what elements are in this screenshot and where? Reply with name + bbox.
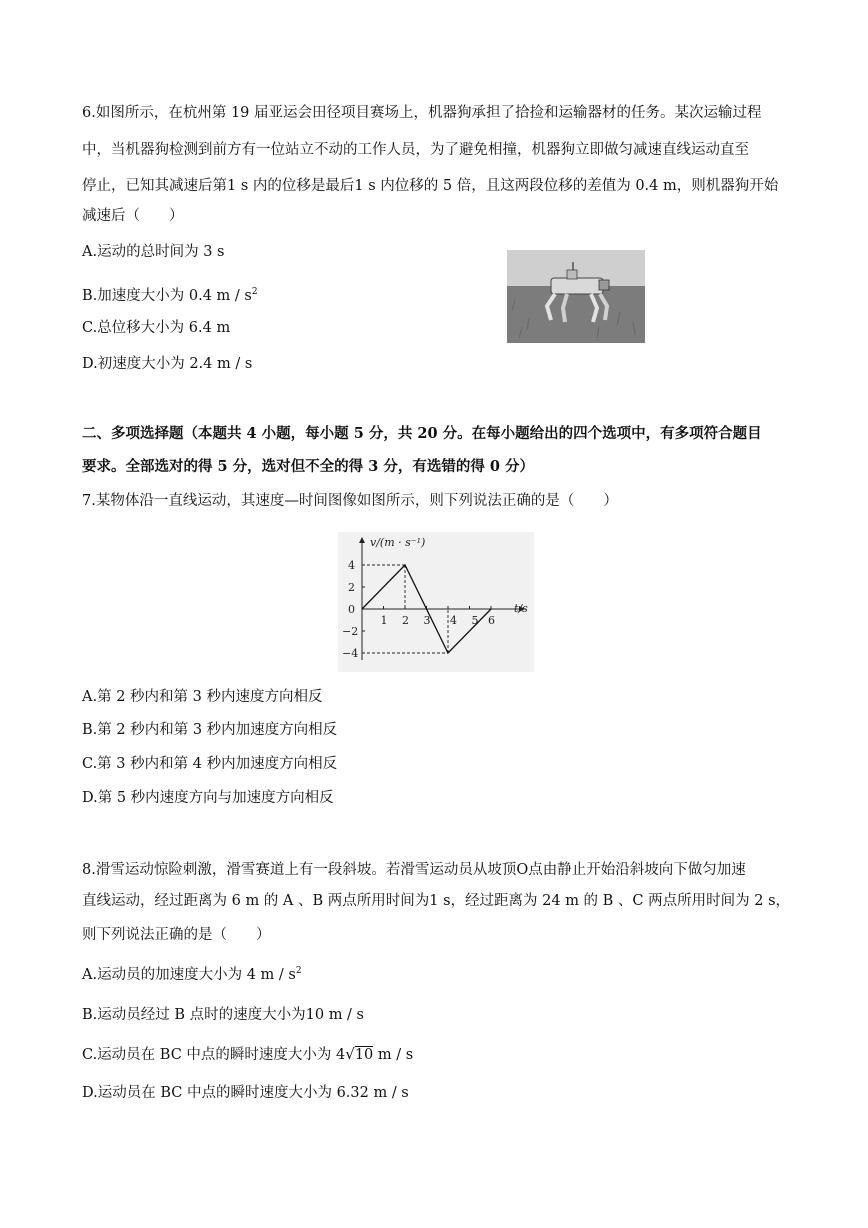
y-tick-label: −4 xyxy=(342,647,359,660)
y-tick-label: 4 xyxy=(348,559,355,572)
q8-option-b: B.运动员经过 B 点时的速度大小为10 m / s xyxy=(82,1007,364,1023)
q6-option-c: C.总位移大小为 6.4 m xyxy=(82,320,231,336)
q8-option-a: A.运动员的加速度大小为 4 m / $s^2$ xyxy=(82,966,302,983)
q7-option-a: A.第 2 秒内和第 3 秒内速度方向相反 xyxy=(82,689,323,705)
section-2-heading-line-2: 要求。全部选对的得 5 分，选对但不全的得 3 分，有选错的得 0 分） xyxy=(82,458,535,475)
x-tick-label: 6 xyxy=(488,614,495,627)
y-tick-label: −2 xyxy=(342,625,359,638)
q8-stem-line-1: 8.滑雪运动惊险刺激，滑雪赛道上有一段斜坡。若滑雪运动员从坡顶O点由静止开始沿斜坡向下做匀加速 xyxy=(82,862,746,878)
x-tick-label: 1 xyxy=(380,614,388,627)
q7-option-c: C.第 3 秒内和第 4 秒内加速度方向相反 xyxy=(82,756,338,772)
q8-stem-line-3: 则下列说法正确的是（ ） xyxy=(82,927,271,943)
velocity-time-chart xyxy=(338,532,534,672)
q6-stem-line-4: 减速后（ ） xyxy=(82,208,184,224)
q7-option-b: B.第 2 秒内和第 3 秒内加速度方向相反 xyxy=(82,722,338,738)
x-tick-label: 5 xyxy=(471,614,479,627)
robot-dog-photo xyxy=(507,250,645,343)
q7-option-d: D.第 5 秒内速度方向与加速度方向相反 xyxy=(82,790,334,806)
velocity-time-graph xyxy=(338,532,534,672)
x-tick-label: 2 xyxy=(402,614,409,627)
section-2-heading-line-1: 二、多项选择题（本题共 4 小题，每小题 5 分，共 20 分。在每小题给出的四个选项中，有多项符合题目 xyxy=(82,425,762,442)
x-axis-label: t/s xyxy=(514,602,528,615)
sqrt-radicand: 10 xyxy=(354,1047,374,1063)
q7-stem: 7.某物体沿一直线运动，其速度—时间图像如图所示，则下列说法正确的是（ ） xyxy=(82,493,618,509)
q6-option-b: B.加速度大小为 0.4 m / $s^2$ xyxy=(82,287,258,304)
robot-dog-illustration xyxy=(507,250,645,343)
q8-option-c: C.运动员在 BC 中点的瞬时速度大小为 4√10 m / s xyxy=(82,1045,414,1063)
q6-option-a: A.运动的总时间为 3 s xyxy=(82,244,225,260)
y-axis-label: v/(m · s⁻¹) xyxy=(370,536,426,549)
q8-option-d: D.运动员在 BC 中点的瞬时速度大小为 6.32 m / s xyxy=(82,1085,409,1101)
q6-stem-line-1: 6.如图所示，在杭州第 19 届亚运会田径项目赛场上，机器狗承担了拾捡和运输器材的任务。某次运输过程 xyxy=(82,105,762,121)
x-tick-label: 3 xyxy=(423,614,431,627)
x-tick-label: 4 xyxy=(450,614,457,627)
q6-stem-line-3: 停止，已知其减速后第1 s 内的位移是最后1 s 内位移的 5 倍，且这两段位移的差值为 0.4 m，则机器狗开始 xyxy=(82,178,779,194)
q6-option-d: D.初速度大小为 2.4 m / s xyxy=(82,356,253,372)
y-tick-label: 0 xyxy=(348,603,355,616)
q8-stem-line-2: 直线运动，经过距离为 6 m 的 A 、B 两点所用时间为1 s，经过距离为 24 m 的 B 、C 两点所用时间为 2 s， xyxy=(82,893,791,909)
y-tick-label: 2 xyxy=(348,581,355,594)
q6-stem-line-2: 中，当机器狗检测到前方有一位站立不动的工作人员，为了避免相撞，机器狗立即做匀减速直线运动直至 xyxy=(82,142,749,158)
